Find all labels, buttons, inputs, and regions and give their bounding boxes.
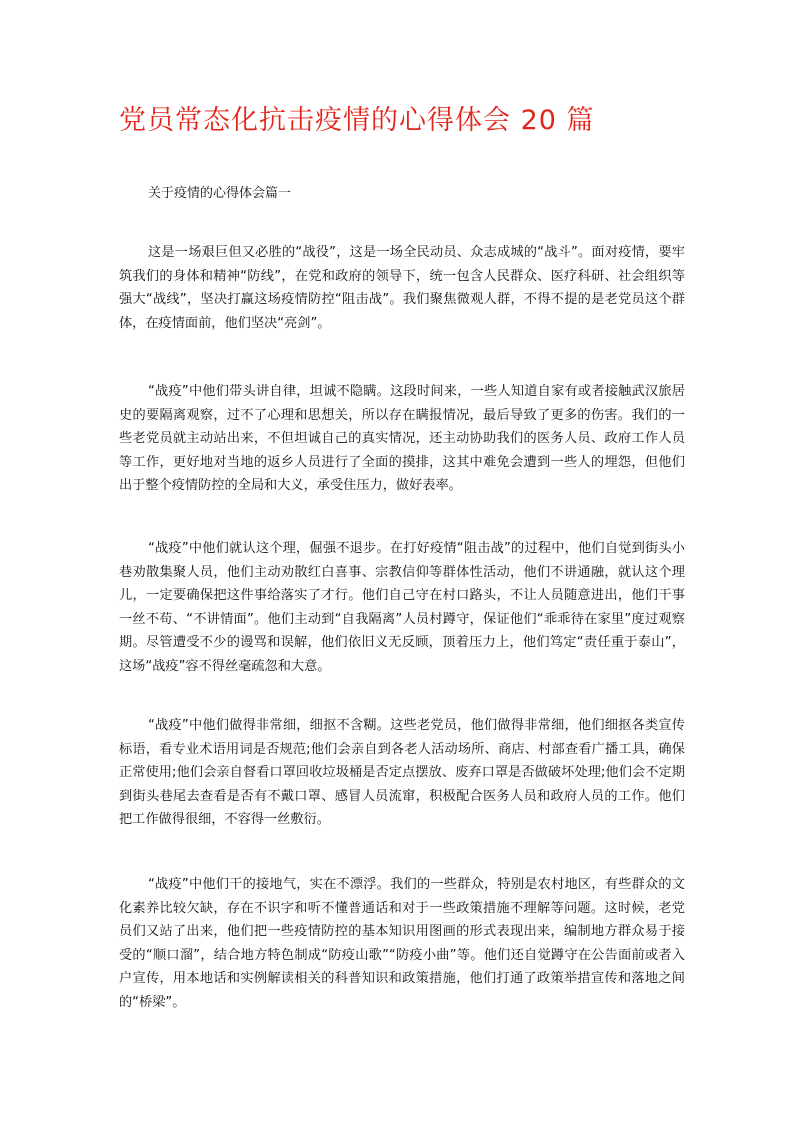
body-paragraph-2: “战疫”中他们带头讲自律，坦诚不隐瞒。这段时间来，一些人知道自家有或者接触武汉旅居史的要隔离观察，过不了心理和思想关，所以存在瞒报情况，最后导致了更多的伤害。我们的一些老党员就主动站出来，不但坦诚自己的真实情况，还主动协助我们的医务人员、政府工作人员等工作，更好地对当地的返乡人员进行了全面的摸排，这其中难免会遭到一些人的埋怨，但他们出于整个疫情防控的全局和大义，承受住压力，做好表率。 [119, 384, 685, 493]
document-title: 党员常态化抗击疫情的心得体会 20 篇 [119, 105, 595, 136]
body-paragraph-3: “战疫”中他们就认这个理，倔强不退步。在打好疫情“阻击战”的过程中，他们自觉到街头小巷劝散集聚人员，他们主动劝散红白喜事、宗教信仰等群体性活动，他们不讲通融，就认这个理儿，一定要确保把这件事给落实了才行。他们自己守在村口路头，不让人员随意进出，他们干事一丝不苟、“不讲情面”。他们主动到“自我隔离”人员村蹲守，保证他们“乖乖待在家里”度过观察期。尽管遭受不少的谩骂和误解，他们依旧义无反顾，顶着压力上，他们笃定“责任重于泰山”，这场“战疫”容不得丝毫疏忽和大意。 [119, 541, 685, 674]
section-heading: 关于疫情的心得体会篇一 [148, 186, 292, 201]
body-paragraph-5: “战疫”中他们干的接地气，实在不漂浮。我们的一些群众，特别是农村地区，有些群众的文化素养比较欠缺，存在不识字和听不懂普通话和对于一些政策措施不理解等问题。这时候，老党员们又站了出来，他们把一些疫情防控的基本知识用图画的形式表现出来，编制地方群众易于接受的“顺口溜”，结合地方特色制成“防疫山歌”“防疫小曲”等。他们还自觉蹲守在公告面前或者入户宣传，用本地话和实例解读相关的科普知识和政策措施，他们打通了政策举措宣传和落地之间的“桥梁”。 [119, 877, 685, 1010]
body-paragraph-1: 这是一场艰巨但又必胜的“战役”，这是一场全民动员、众志成城的“战斗”。面对疫情，要牢筑我们的身体和精神“防线”，在党和政府的领导下，统一包含人民群众、医疗科研、社会组织等强大“战线”，坚决打赢这场疫情防控“阻击战”。我们聚焦微观人群，不得不提的是老党员这个群体，在疫情面前，他们坚决“亮剑”。 [119, 245, 685, 331]
body-paragraph-4: “战疫”中他们做得非常细，细抠不含糊。这些老党员，他们做得非常细，他们细抠各类宣传标语，看专业术语用词是否规范;他们会亲自到各老人活动场所、商店、村部查看广播工具，确保正常使用;他们会亲自督看口罩回收垃圾桶是否定点摆放、废弃口罩是否做破坏处理;他们会不定期到街头巷尾去查看是否有不戴口罩、感冒人员流窜，积极配合医务人员和政府人员的工作。他们把工作做得很细，不容得一丝敷衍。 [119, 718, 685, 827]
